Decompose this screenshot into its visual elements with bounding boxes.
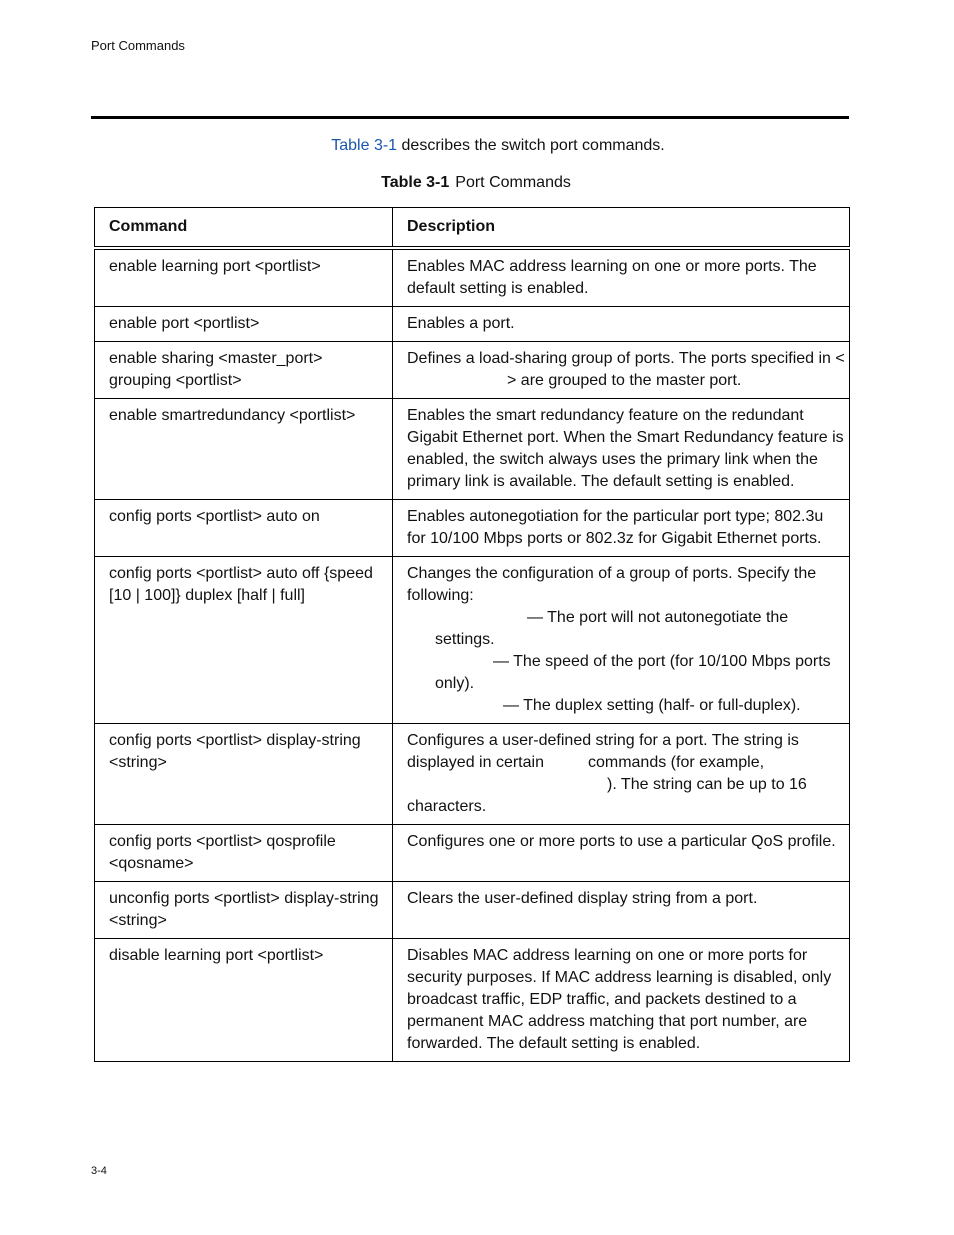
caption-title: Port Commands [455,174,571,191]
desc-text: — The speed of the port (for 10/100 Mbps ports only). [435,653,831,692]
intro-paragraph [91,137,905,155]
desc-text: Defines a load-sharing group of ports. The ports specified in < [407,350,845,367]
description-cell: Clears the user-defined display string from a port. [393,882,850,939]
desc-text: > are grouped to the master port. [507,372,742,389]
desc-text: ). The string can be up to 16 characters. [407,776,807,815]
table-row [95,724,850,825]
command-cell: enable port <portlist> [95,307,393,342]
command-cell: disable learning port <portlist> [95,939,393,1062]
page-number: 3-4 [91,1165,107,1177]
table-row [95,939,850,1062]
port-commands-table [94,207,850,1062]
command-cell: config ports <portlist> auto on [95,500,393,557]
table-row [95,399,850,500]
table-row [95,557,850,724]
description-cell: Enables a port. [393,307,850,342]
description-cell [393,557,850,724]
table-caption [91,174,861,192]
table-reference-link[interactable]: Table 3-1 [331,137,398,154]
description-cell: Enables MAC address learning on one or more ports. The default setting is enabled. [393,248,850,307]
command-cell: config ports <portlist> auto off {speed [10 | 100]} duplex [half | full] [95,557,393,724]
description-cell: Configures one or more ports to use a particular QoS profile. [393,825,850,882]
description-cell: Enables the smart redundancy feature on the redundant Gigabit Ethernet port. When the Smart Redundancy feature is enabled, the switch always uses the primary link when the primary link is available. The default setting is enabled. [393,399,850,500]
description-cell [393,724,850,825]
column-header-command: Command [95,208,393,249]
intro-text: describes the switch port commands. [397,137,665,154]
desc-text: commands (for example, [587,754,765,771]
caption-label: Table 3-1 [381,174,450,191]
table-row [95,500,850,557]
command-cell: enable sharing <master_port> grouping <portlist> [95,342,393,399]
table-row [95,248,850,307]
command-cell: config ports <portlist> display-string <string> [95,724,393,825]
table-row [95,342,850,399]
table-row [95,882,850,939]
table-row [95,825,850,882]
desc-text: Changes the configuration of a group of ports. Specify the following: [407,565,817,604]
header-rule [91,116,849,119]
desc-text: — The port will not autonegotiate the settings. [435,609,789,648]
table-header-row [95,208,850,249]
command-cell: config ports <portlist> qosprofile <qosname> [95,825,393,882]
description-cell: Enables autonegotiation for the particular port type; 802.3u for 10/100 Mbps ports or 802.3z for Gigabit Ethernet ports. [393,500,850,557]
option-speed [407,651,845,695]
command-cell: enable learning port <portlist> [95,248,393,307]
command-cell: unconfig ports <portlist> display-string <string> [95,882,393,939]
running-header: Port Commands [91,38,185,53]
command-cell: enable smartredundancy <portlist> [95,399,393,500]
column-header-description: Description [393,208,850,249]
option-duplex [407,695,845,717]
table-row [95,307,850,342]
description-cell [393,342,850,399]
description-cell: Disables MAC address learning on one or more ports for security purposes. If MAC address learning is disabled, only broadcast traffic, EDP traffic, and packets destined to a permanent MAC address matching that port number, are forwarded. The default setting is enabled. [393,939,850,1062]
desc-text: Configures a user-defined string for a port. The string is displayed in certain [407,732,799,771]
option-auto-off [407,607,845,651]
desc-text: — The duplex setting (half- or full-duplex). [503,697,801,714]
